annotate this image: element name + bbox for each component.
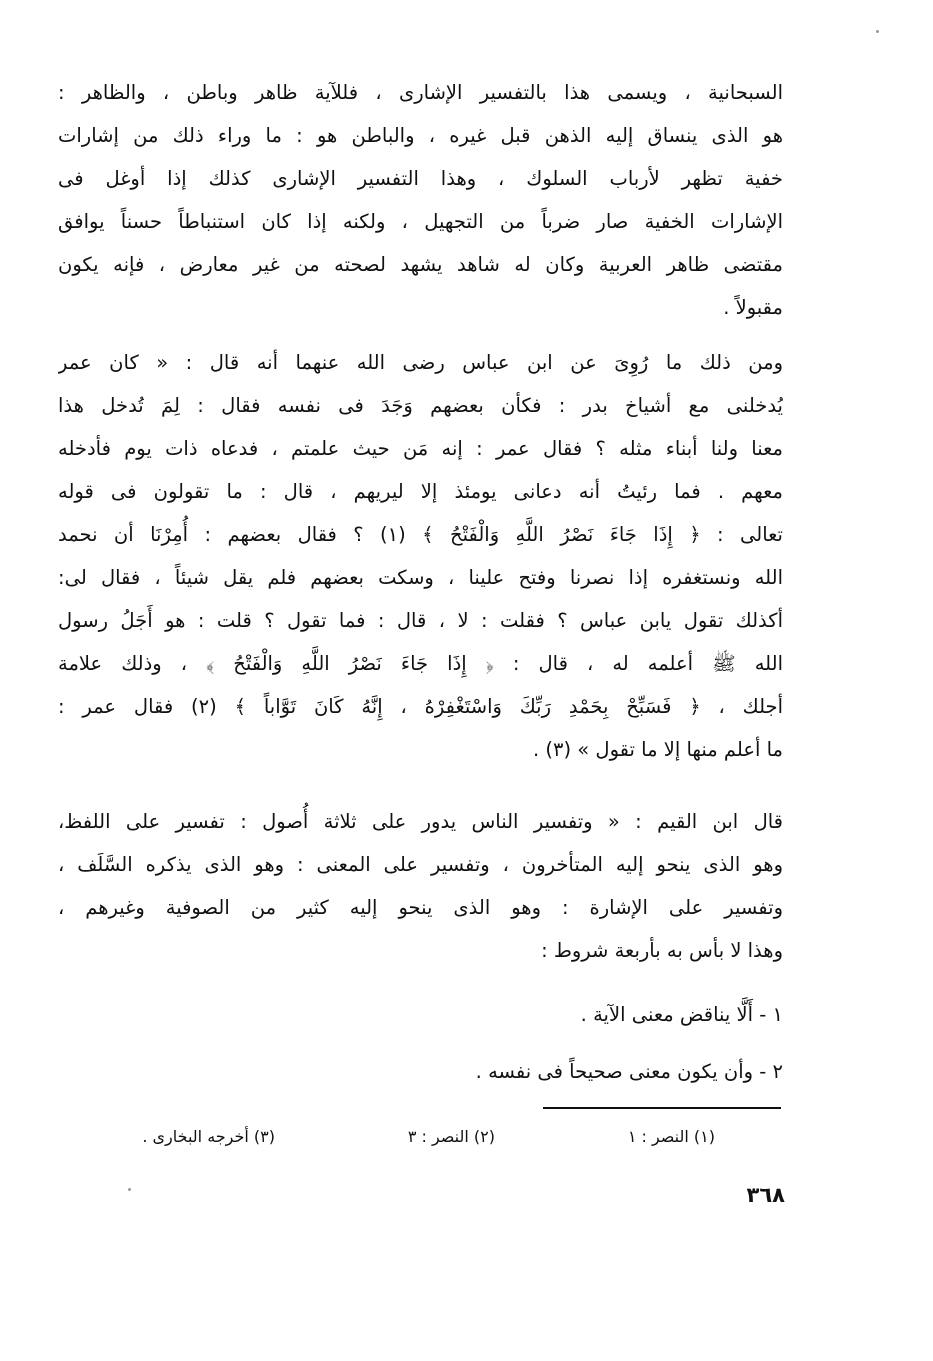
paragraph-line: معنا ولنا أبناء مثله ؟ فقال عمر : إنه مَن حيث علمتم ، فدعاه ذات يوم فأدخله <box>58 437 783 460</box>
condition-item-2: ٢ - وأن يكون معنى صحيحاً فى نفسه . <box>475 1060 783 1083</box>
paragraph-line: ومن ذلك ما رُوِىَ عن ابن عباس رضى الله عنهما أنه قال : « كان عمر <box>58 351 783 374</box>
page-number: ٣٦٨ <box>746 1183 785 1207</box>
footnote-2: (٢) النصر : ٣ <box>407 1127 495 1146</box>
paragraph-line: مقتضى ظاهر العربية وكان له شاهد يشهد لصحته من غير معارض ، فإنه يكون <box>58 253 783 276</box>
paragraph-2 <box>58 341 783 771</box>
paragraph-line: هو الذى ينساق إليه الذهن قبل غيره ، والباطن هو : ما وراء ذلك من إشارات <box>58 124 783 147</box>
paragraph-line: الله ونستغفره إذا نصرنا وفتح علينا ، وسكت بعضهم فلم يقل شيئاً ، فقال لى: <box>58 566 783 589</box>
scan-speck <box>876 30 879 33</box>
paragraph-1 <box>58 71 783 329</box>
paragraph-line: تعالى : ﴿ إِذَا جَاءَ نَصْرُ اللَّهِ وَالْفَتْحُ ﴾ (١) ؟ فقال بعضهم : أُمِرْنَا أن نحمد <box>58 523 783 546</box>
paragraph-line: السبحانية ، ويسمى هذا بالتفسير الإشارى ، فللآية ظاهر وباطن ، والظاهر : <box>58 81 783 104</box>
paragraph-line: يُدخلنى مع أشياخ بدر : فكأن بعضهم وَجَدَ فى نفسه فقال : لِمَ تُدخل هذا <box>58 394 783 417</box>
paragraph-line: وتفسير على الإشارة : وهو الذى ينحو إليه كثير من الصوفية وغيرهم ، <box>58 896 783 919</box>
footnote-3: (٣) أخرجه البخارى . <box>142 1127 275 1146</box>
paragraph-3 <box>58 800 783 972</box>
paragraph-line: وهذا لا بأس به بأربعة شروط : <box>541 939 783 962</box>
footnote-divider <box>543 1107 781 1109</box>
paragraph-line: الإشارات الخفية صار ضرباً من التجهيل ، ولكنه إذا كان استنباطاً حسناً يوافق <box>58 210 783 233</box>
paragraph-line: معهم . فما رئيتُ أنه دعانى يومئذ إلا ليريهم ، قال : ما تقولون فى قوله <box>58 480 783 503</box>
paragraph-line: أكذلك تقول يابن عباس ؟ فقلت : لا ، قال : فما تقول ؟ قلت : هو أَجَلُ رسول <box>58 609 783 632</box>
condition-item-1: ١ - أَلَّا يناقض معنى الآية . <box>580 1003 783 1026</box>
scan-speck <box>128 1188 131 1191</box>
paragraph-line: ما أعلم منها إلا ما تقول » (٣) . <box>532 738 783 761</box>
paragraph-line: خفية تظهر لأرباب السلوك ، وهذا التفسير الإشارى كذلك إذا أوغل فى <box>58 167 783 190</box>
footnote-1: (١) النصر : ١ <box>627 1127 715 1146</box>
paragraph-line: أجلك ، ﴿ فَسَبِّحْ بِحَمْدِ رَبِّكَ وَاسْتَغْفِرْهُ ، إِنَّهُ كَانَ تَوَّاباً ﴾ (٢) فقال عمر : <box>58 695 783 718</box>
paragraph-line: قال ابن القيم : « وتفسير الناس يدور على ثلاثة أُصول : تفسير على اللفظ، <box>58 810 783 833</box>
paragraph-line: مقبولاً . <box>723 296 783 319</box>
paragraph-line: وهو الذى ينحو إليه المتأخرون ، وتفسير على المعنى : وهو الذى يذكره السَّلَف ، <box>58 853 783 876</box>
paragraph-line: الله ﷺ أعلمه له ، قال : ﴿ إِذَا جَاءَ نَصْرُ اللَّهِ وَالْفَتْحُ ﴾ ، وذلك علامة <box>58 652 783 675</box>
footnotes <box>110 1127 715 1157</box>
